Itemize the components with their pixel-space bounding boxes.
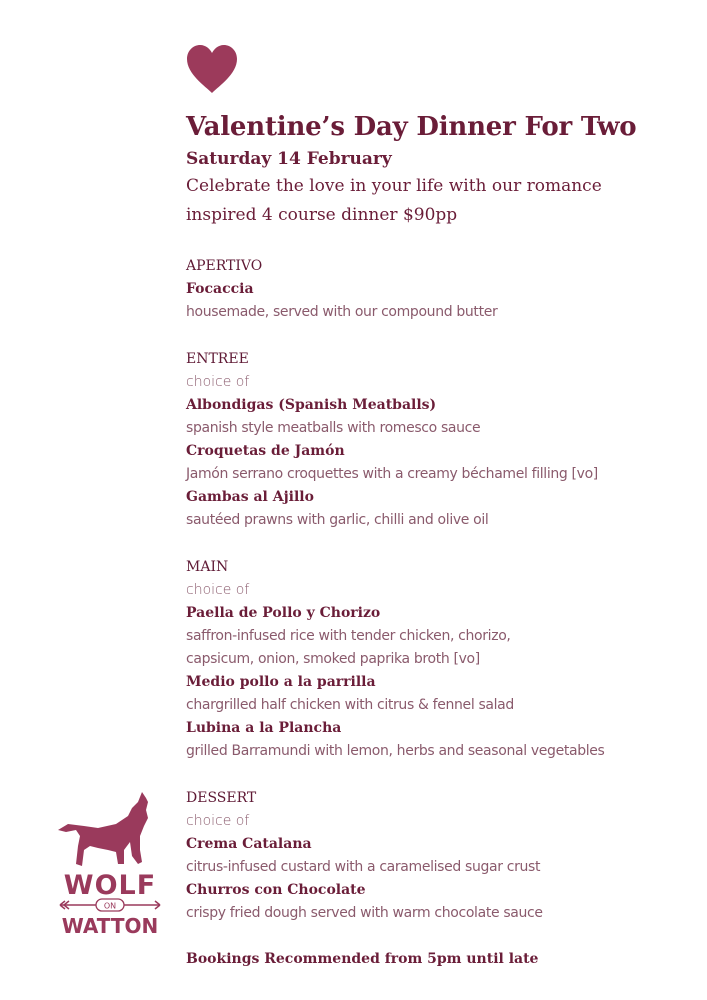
dish-description: citrus-infused custard with a caramelised sugar crust [186,859,541,875]
dish-description: grilled Barramundi with lemon, herbs and seasonal vegetables [186,743,605,759]
dish-description: Jamón serrano croquettes with a creamy béchamel filling [vo] [186,466,598,482]
event-date: Saturday 14 February [186,149,392,169]
section-heading: DESSERT [186,790,257,806]
dish-name: Focaccia [186,281,254,297]
logo-word-on: ON [103,901,117,911]
section-dessert [186,787,686,925]
dish-description: sautéed prawns with garlic, chilli and olive oil [186,512,489,528]
dish-description: crispy fried dough served with warm chocolate sauce [186,905,543,921]
dish-description: spanish style meatballs with romesco sauce [186,420,481,436]
section-apertivo [186,255,686,324]
choice-label: choice of [186,582,250,598]
dish-name: Churros con Chocolate [186,882,366,898]
page-title: Valentine’s Day Dinner For Two [186,112,637,142]
intro-line: inspired 4 course dinner $90pp [186,205,458,225]
dish-description: housemade, served with our compound butter [186,304,498,320]
bookings-note: Bookings Recommended from 5pm until late [186,951,539,967]
dish-name: Paella de Pollo y Chorizo [186,605,381,621]
section-heading: ENTREE [186,351,249,367]
dish-name: Crema Catalana [186,836,312,852]
logo-word-wolf: WOLF [63,870,157,901]
menu-content [186,108,686,925]
section-entree [186,348,686,532]
section-heading: MAIN [186,559,229,575]
dish-name: Albondigas (Spanish Meatballs) [186,397,437,413]
choice-label: choice of [186,374,250,390]
logo-word-watton: WATTON [61,914,159,938]
dish-description: chargrilled half chicken with citrus & fennel salad [186,697,514,713]
dish-name: Croquetas de Jamón [186,443,345,459]
dish-description: saffron-infused rice with tender chicken, chorizo, [186,628,511,644]
howling-wolf-logo [54,790,166,940]
dish-name: Medio pollo a la parrilla [186,674,376,690]
intro-line: Celebrate the love in your life with our romance [186,176,602,196]
section-heading: APERTIVO [186,258,263,274]
heart-icon [185,44,239,94]
intro-text [186,172,686,230]
dish-description: capsicum, onion, smoked paprika broth [vo] [186,651,480,667]
dish-name: Gambas al Ajillo [186,489,314,505]
dish-name: Lubina a la Plancha [186,720,342,736]
choice-label: choice of [186,813,250,829]
section-main [186,556,686,763]
